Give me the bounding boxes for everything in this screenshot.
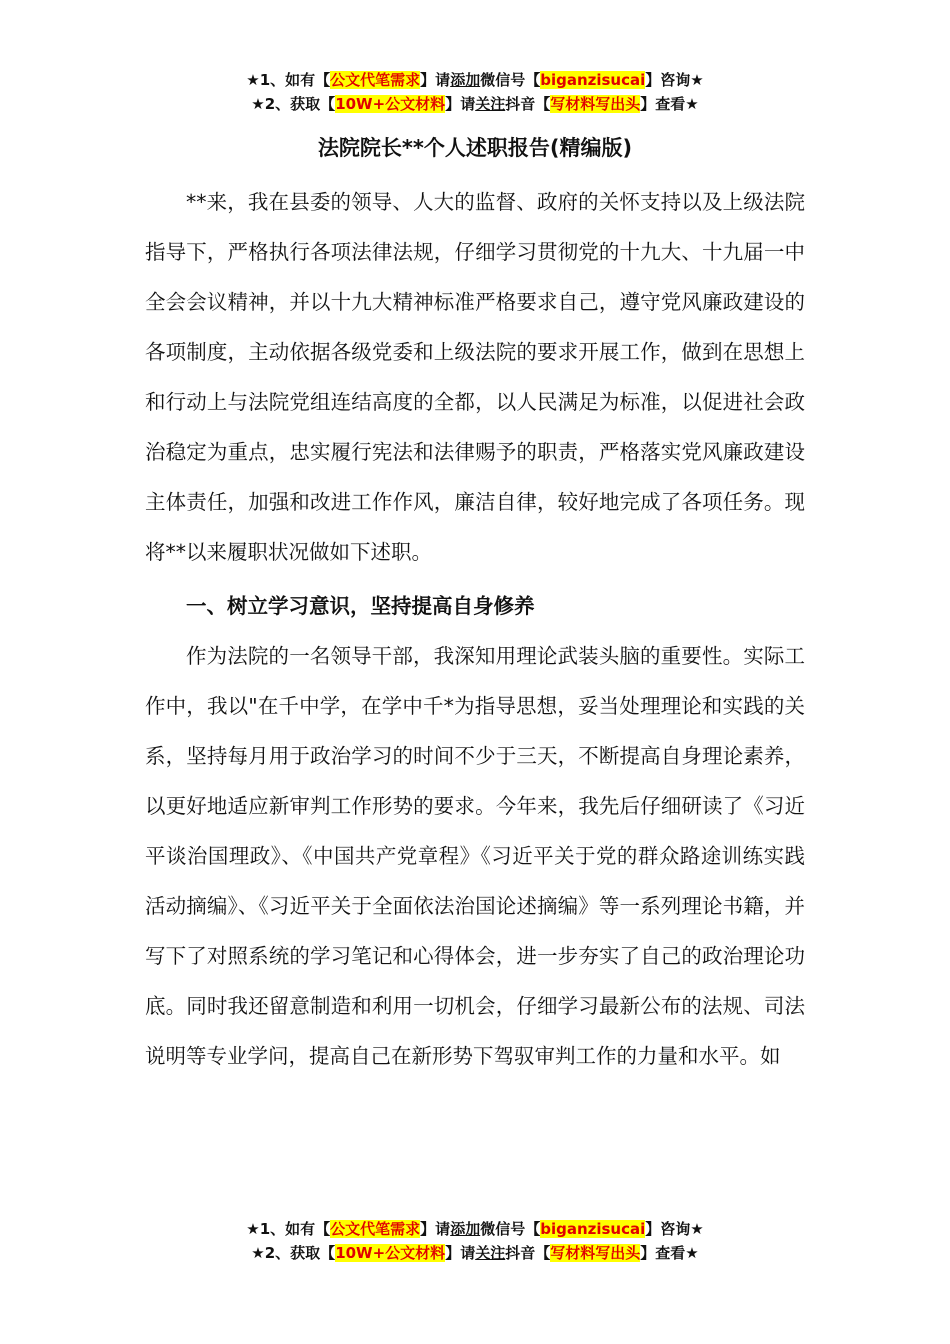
banner-text: ★2、获取【 (251, 95, 336, 113)
douyin-id-highlight: 写材料写出头 (550, 95, 641, 113)
banner-line-2 (0, 92, 950, 116)
section-heading-1: 一、树立学习意识，坚持提高自身修养 (186, 594, 535, 618)
banner-line-1 (0, 68, 950, 92)
banner-text: 】查看★ (640, 95, 699, 113)
banner-text: 】请 (445, 95, 476, 113)
paragraph-study: 作为法院的一名领导干部，我深知用理论武装头脑的重要性。实际工作中，我以"在千中学，在学中千*为指导思想，妥当处理理论和实践的关系，坚持每月用于政治学习的时间不少于三天，不断提高自身理论素养，以更好地适应新审判工作形势的要求。今年来，我先后仔细研读了《习近平谈治国理政》、《中国共产党章程》《习近平关于党的群众路途训练实践活动摘编》、《习近平关于全面依法治国论述摘编》等一系列理论书籍，并写下了对照系统的学习笔记和心得体会，进一步夯实了自己的政治理论功底。同时我还留意制造和利用一切机会，仔细学习最新公布的法规、司法说明等专业学问，提高自己在新形势下驾驭审判工作的力量和水平。如 (145, 644, 805, 1068)
douyin-id-highlight: 写材料写出头 (550, 1244, 641, 1262)
banner-text: 】请 (445, 1244, 476, 1262)
banner-line-1 (0, 1217, 950, 1241)
banner-text: 】请 (420, 1220, 451, 1238)
banner-text: ★1、如有【 (246, 71, 331, 89)
footer-banner (0, 1217, 950, 1265)
wechat-id-highlight: biganzisucai (540, 1220, 646, 1238)
banner-text: ★2、获取【 (251, 1244, 336, 1262)
banner-underlined-text: 添加 (450, 1220, 481, 1238)
banner-text: 微信号【 (480, 1220, 541, 1238)
banner-highlight: 10W+公文材料 (335, 95, 446, 113)
document-body (145, 177, 805, 1081)
banner-text: 】咨询★ (645, 71, 704, 89)
wechat-id-highlight: biganzisucai (540, 71, 646, 89)
banner-highlight: 公文代笔需求 (330, 1220, 421, 1238)
banner-text: 抖音【 (505, 95, 551, 113)
banner-text: 微信号【 (480, 71, 541, 89)
banner-text: 抖音【 (505, 1244, 551, 1262)
banner-underlined-text: 添加 (450, 71, 481, 89)
document-title: 法院院长**个人述职报告(精编版) (317, 136, 633, 160)
banner-text: 】请 (420, 71, 451, 89)
banner-text: 】咨询★ (645, 1220, 704, 1238)
banner-text: 】查看★ (640, 1244, 699, 1262)
banner-highlight: 10W+公文材料 (335, 1244, 446, 1262)
banner-line-2 (0, 1241, 950, 1265)
banner-underlined-text: 关注 (475, 95, 506, 113)
banner-highlight: 公文代笔需求 (330, 71, 421, 89)
paragraph-intro: **来，我在县委的领导、人大的监督、政府的关怀支持以及上级法院指导下，严格执行各项法律法规，仔细学习贯彻党的十九大、十九届一中全会会议精神，并以十九大精神标准严格要求自己，遵守党风廉政建设的各项制度，主动依据各级党委和上级法院的要求开展工作，做到在思想上和行动上与法院党组连结高度的全都，以人民满足为标准，以促进社会政治稳定为重点，忠实履行宪法和法律赐予的职责，严格落实党风廉政建设主体责任，加强和改进工作作风，廉洁自律，较好地完成了各项任务。现将**以来履职状况做如下述职。 (145, 190, 805, 564)
header-banner (0, 68, 950, 116)
banner-text: ★1、如有【 (246, 1220, 331, 1238)
banner-underlined-text: 关注 (475, 1244, 506, 1262)
